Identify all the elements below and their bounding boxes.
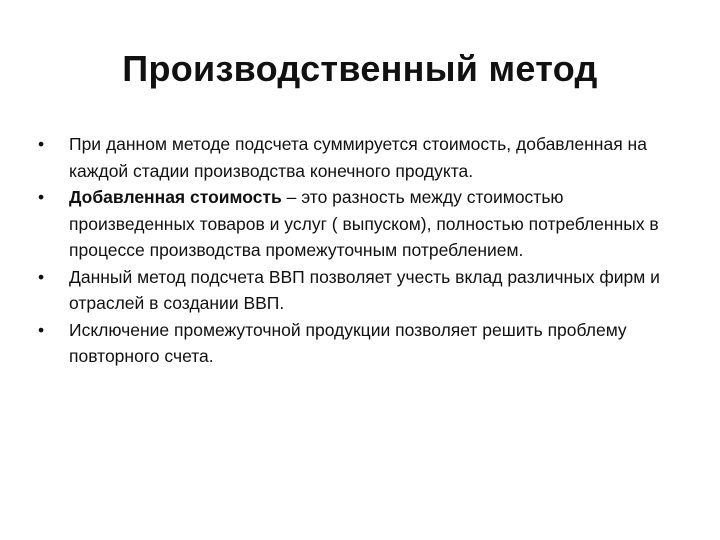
bullet-marker-icon: • <box>38 134 45 154</box>
bullet-term-2: Добавленная стоимость <box>69 187 282 207</box>
bullet-item-1 <box>38 131 678 184</box>
bullet-text-4: Исключение промежуточной продукции позволяет решить проблему повторного счета. <box>69 319 627 366</box>
bullet-item-3 <box>38 264 678 317</box>
bullet-item-2 <box>38 184 678 264</box>
bullet-text-1: При данном методе подсчета суммируется стоимость, добавленная на каждой стадии производства конечного продукта. <box>69 134 647 181</box>
bullet-text-2: – это разность между стоимостью произведенных товаров и услуг ( выпуском), полностью потребленных в процессе производства промежуточным потреблением. <box>69 187 659 260</box>
bullet-item-4 <box>38 317 678 370</box>
bullet-text-3: Данный метод подсчета ВВП позволяет учесть вклад различных фирм и отраслей в создании ВВП. <box>69 266 660 313</box>
bullet-list <box>38 131 678 370</box>
slide-title: Производственный метод <box>122 48 598 89</box>
bullet-marker-icon: • <box>38 187 45 207</box>
bullet-marker-icon: • <box>38 319 45 340</box>
bullet-marker-icon: • <box>38 266 45 287</box>
